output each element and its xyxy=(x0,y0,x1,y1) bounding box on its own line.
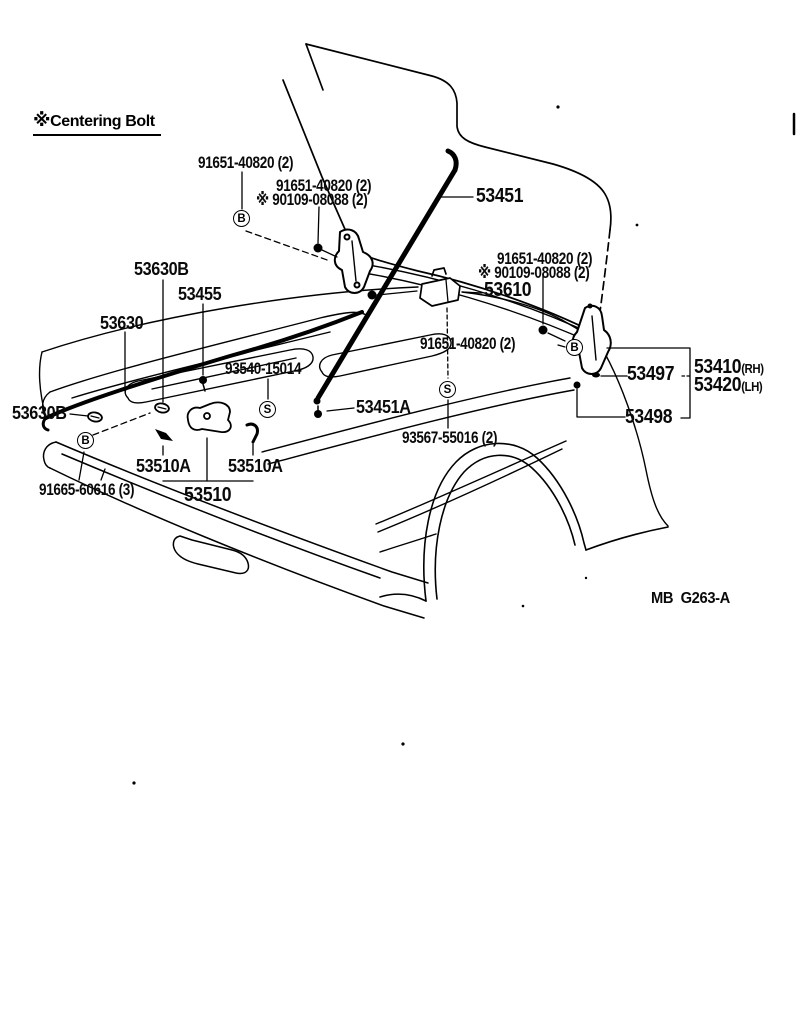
label-53610: 53610 xyxy=(484,279,532,301)
label-53455: 53455 xyxy=(178,284,222,304)
label-93540-15014: 93540-15014 xyxy=(225,360,302,378)
label-53630B-top: 53630B xyxy=(134,259,189,279)
centering-bolt-symbol: ※ xyxy=(33,110,51,130)
stay-grommet xyxy=(314,406,322,418)
label-93567-55016: 93567-55016 (2) xyxy=(402,429,498,447)
label-53510A-right: 53510A xyxy=(228,456,283,476)
label-53630: 53630 xyxy=(100,313,144,333)
label-53498: 53498 xyxy=(625,406,673,428)
centering-bolt-note xyxy=(33,110,161,136)
label-90109-08088-hinge-r: ※ 90109-08088 (2) xyxy=(478,264,590,282)
label-53630B-left: 53630B xyxy=(12,403,67,423)
label-91651-40820-hinge-l: 91651-40820 (2) xyxy=(276,177,372,195)
screw-mark-93540: S xyxy=(259,401,276,418)
hinge-left xyxy=(314,230,373,293)
label-53451A: 53451A xyxy=(356,397,411,417)
bolt-mark-hinge-r: B xyxy=(566,339,583,356)
label-53451: 53451 xyxy=(476,185,524,207)
label-91651-40820-hinge-r: 91651-40820 (2) xyxy=(497,250,593,268)
bolt-mark-top: B xyxy=(233,210,250,227)
label-90109-08088-hinge-l: ※ 90109-08088 (2) xyxy=(256,191,368,209)
label-91651-40820-low: 91651-40820 (2) xyxy=(420,335,516,353)
figure-code: MB G263-A xyxy=(651,590,730,607)
label-53510: 53510 xyxy=(184,484,232,506)
centering-bolt-text: Centering Bolt xyxy=(50,113,155,130)
label-91651-40820-top: 91651-40820 (2) xyxy=(198,154,294,172)
label-91665-60616: 91665-60616 (3) xyxy=(39,481,135,499)
bolt-mark-bumper: B xyxy=(77,432,94,449)
label-53410-rh: 53410(RH) xyxy=(694,356,764,378)
screw-mark-93567: S xyxy=(439,381,456,398)
label-53510A-left: 53510A xyxy=(136,456,191,476)
label-53420-lh: 53420(LH) xyxy=(694,374,763,396)
hood-lock-53510 xyxy=(155,402,257,442)
label-53410-rh-side: (RH) xyxy=(741,361,764,376)
label-53420-lh-side: (LH) xyxy=(741,379,763,394)
label-53497: 53497 xyxy=(627,363,675,385)
